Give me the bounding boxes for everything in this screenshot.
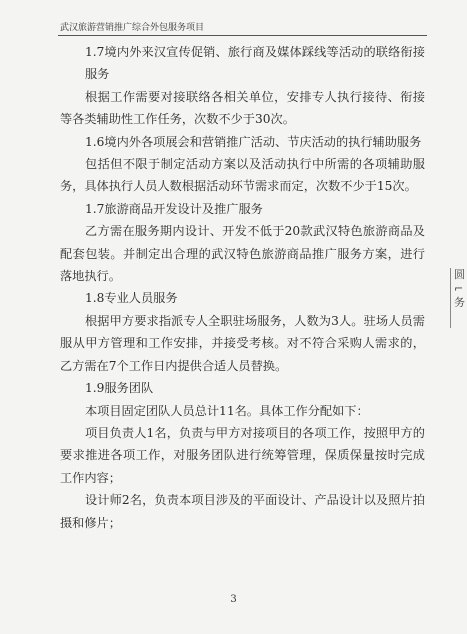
- seal-edge-mark: [450, 268, 467, 328]
- document-body: [60, 41, 425, 534]
- page-header-title: 武汉旅游营销推广综合外包服务项目: [60, 23, 205, 33]
- paragraph-events-detail: 包括但不限于制定活动方案以及活动执行中所需的各项辅助服务，具体执行人员人数根据活动环节需求而定，次数不少于15次。: [60, 157, 425, 194]
- header-divider: [58, 35, 427, 36]
- section-heading-1-7-products: 1.7旅游商品开发设计及推广服务: [85, 201, 263, 216]
- section-heading-1-8-staff: 1.8专业人员服务: [85, 291, 178, 306]
- paragraph-team-intro: 本项目固定团队人员总计11名。具体工作分配如下：: [85, 403, 369, 418]
- paragraph-liaison-detail: 根据工作需要对接联络各相关单位，安排专人执行接待、衔接等各类辅助性工作任务，次数不少于30次。: [60, 89, 425, 127]
- page-number: 3: [230, 594, 237, 605]
- paragraph-staff-detail: 根据甲方要求指派专人全职驻场服务，人数为3人。驻场人员需服从甲方管理和工作安排，并接受考核。对不符合采购人需求的，乙方需在7个工作日内提供合适人员替换。: [60, 313, 425, 373]
- seal-edge-text: 圆 ⌐ 务: [454, 268, 465, 309]
- paragraph-project-lead: 项目负责人1名，负责与甲方对接项目的各项工作，按照甲方的要求推进各项工作，对服务团队进行统筹管理，保质保量按时完成工作内容；: [60, 425, 425, 485]
- section-heading-1-6-events: 1.6境内外各项展会和营销推广活动、节庆活动的执行辅助服务: [85, 134, 422, 149]
- section-heading-1-9-team: 1.9服务团队: [85, 381, 154, 396]
- paragraph-products-detail: 乙方需在服务期内设计、开发不低于20款武汉特色旅游商品及配套包装。并制定出合理的武汉特色旅游商品推广服务方案，进行落地执行。: [60, 224, 425, 284]
- section-heading-1-7-liaison: 1.7境内外来汉宣传促销、旅行商及媒体踩线等活动的联络衔接服务: [85, 45, 425, 82]
- paragraph-designers: 设计师2名，负责本项目涉及的平面设计、产品设计以及照片拍摄和修片；: [60, 493, 425, 530]
